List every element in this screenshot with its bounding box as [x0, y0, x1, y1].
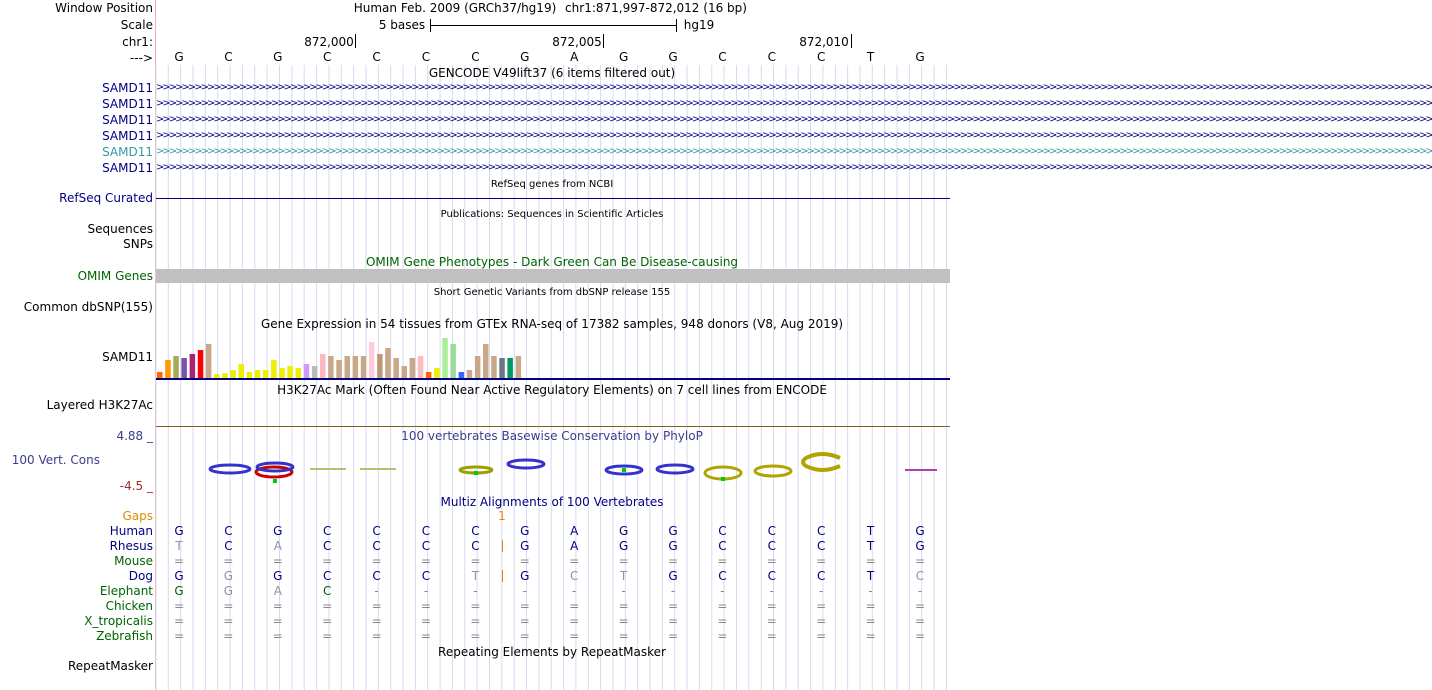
multiz-base: G: [668, 539, 678, 553]
multiz-base: C: [421, 569, 431, 583]
multiz-base: T: [619, 569, 628, 583]
multiz-base: =: [914, 599, 926, 613]
h3k27ac-track-label[interactable]: Layered H3K27Ac: [46, 398, 153, 412]
multiz-base: G: [668, 569, 678, 583]
multiz-base: G: [618, 524, 629, 538]
multiz-base: =: [865, 614, 876, 628]
multiz-base: =: [865, 599, 876, 613]
gencode-track-title: GENCODE V49lift37 (6 items filtered out): [428, 66, 676, 80]
multiz-base: C: [767, 569, 776, 583]
multiz-base: =: [371, 614, 382, 628]
multiz-base: -: [621, 584, 626, 598]
phylop-logo-glyph: [273, 479, 277, 483]
multiz-base: -: [423, 584, 429, 598]
multiz-base: T: [866, 569, 875, 583]
multiz-base: G: [174, 524, 184, 538]
multiz-base: =: [569, 554, 580, 568]
multiz-base: =: [272, 599, 283, 613]
repeatmasker-track-title: Repeating Elements by RepeatMasker: [438, 645, 666, 659]
window-position-label: Window Position: [55, 1, 153, 15]
multiz-species-label[interactable]: Zebrafish: [96, 629, 153, 643]
gencode-transcript[interactable]: >>>>>>>>>>>>>>>>>>>>>>>>>>>>>>>>>>>>>>>>>>>>>>>>>>>>>>>>>>>>>>>>>>>>>>>>>>>>>>>>>>>>>>>>>>>>>>>>>>>>>>>>>>>>>>>>>>>>>>>>>>>>>>>>>>>>>>>>>>>>>>>>>>>>>>>>>>>>>>>>>>>>>>>>>>>>>>>>>>>>>>>>>>>>>>>>>>>>>>>>: [156, 98, 1432, 109]
multiz-base: =: [667, 629, 679, 643]
multiz-base: =: [717, 554, 728, 568]
multiz-base: =: [569, 599, 580, 613]
multiz-base: A: [570, 539, 579, 553]
phylop-logo-glyph: [755, 466, 791, 476]
multiz-base: =: [223, 614, 234, 628]
multiz-base: C: [816, 524, 826, 538]
strand-arrow-label: --->: [129, 51, 153, 65]
reference-base: C: [322, 50, 332, 64]
multiz-base: =: [173, 629, 185, 643]
multiz-base: =: [420, 629, 432, 643]
multiz-base: =: [618, 614, 629, 628]
gencode-item-label[interactable]: SAMD11: [102, 129, 153, 143]
multiz-base: =: [667, 599, 679, 613]
gencode-transcript[interactable]: >>>>>>>>>>>>>>>>>>>>>>>>>>>>>>>>>>>>>>>>>>>>>>>>>>>>>>>>>>>>>>>>>>>>>>>>>>>>>>>>>>>>>>>>>>>>>>>>>>>>>>>>>>>>>>>>>>>>>>>>>>>>>>>>>>>>>>>>>>>>>>>>>>>>>>>>>>>>>>>>>>>>>>>>>>>>>>>>>>>>>>>>>>>>>>>>>>>>>>>>: [156, 82, 1432, 93]
multiz-base: G: [273, 524, 283, 538]
multiz-base: =: [420, 599, 432, 613]
multiz-base: C: [322, 569, 332, 583]
multiz-base: =: [618, 554, 629, 568]
multiz-base: A: [273, 539, 282, 553]
reference-base: G: [273, 50, 283, 64]
multiz-base: C: [915, 569, 925, 583]
multiz-base: =: [816, 629, 827, 643]
insertion-marker: [502, 540, 503, 552]
gencode-transcript[interactable]: >>>>>>>>>>>>>>>>>>>>>>>>>>>>>>>>>>>>>>>>>>>>>>>>>>>>>>>>>>>>>>>>>>>>>>>>>>>>>>>>>>>>>>>>>>>>>>>>>>>>>>>>>>>>>>>>>>>>>>>>>>>>>>>>>>>>>>>>>>>>>>>>>>>>>>>>>>>>>>>>>>>>>>>>>>>>>>>>>>>>>>>>>>>>>>>>>>>>>>>>: [156, 162, 1432, 173]
multiz-base: =: [371, 554, 382, 568]
multiz-base: =: [914, 629, 926, 643]
reference-base: C: [372, 50, 381, 64]
scale-text: 5 bases: [378, 18, 426, 32]
multiz-base: =: [766, 629, 777, 643]
multiz-base: C: [322, 584, 332, 598]
tick-label: 872,010: [799, 35, 849, 49]
multiz-base: C: [421, 524, 431, 538]
gencode-transcript[interactable]: >>>>>>>>>>>>>>>>>>>>>>>>>>>>>>>>>>>>>>>>>>>>>>>>>>>>>>>>>>>>>>>>>>>>>>>>>>>>>>>>>>>>>>>>>>>>>>>>>>>>>>>>>>>>>>>>>>>>>>>>>>>>>>>>>>>>>>>>>>>>>>>>>>>>>>>>>>>>>>>>>>>>>>>>>>>>>>>>>>>>>>>>>>>>>>>>>>>>>>>>: [156, 146, 1432, 157]
reference-base: A: [570, 50, 579, 64]
phylop-track-label[interactable]: 100 Vert. Cons: [11, 453, 100, 467]
multiz-base: A: [570, 524, 579, 538]
gencode-item-label[interactable]: SAMD11: [102, 97, 153, 111]
multiz-base: -: [522, 584, 527, 598]
multiz-base: C: [816, 569, 826, 583]
reference-base: C: [816, 50, 826, 64]
multiz-base: -: [670, 584, 676, 598]
multiz-base: C: [816, 539, 826, 553]
h3k27ac-track-title: H3K27Ac Mark (Often Found Near Active Regulatory Elements) on 7 cell lines from ENCODE: [277, 383, 827, 397]
multiz-base: -: [473, 584, 478, 598]
multiz-base: =: [371, 629, 382, 643]
scale-db: hg19: [683, 18, 715, 32]
multiz-base: =: [420, 554, 432, 568]
publications-track-title: Publications: Sequences in Scientific Articles: [440, 209, 664, 220]
multiz-base: =: [420, 614, 432, 628]
reference-base: C: [224, 50, 233, 64]
multiz-base: =: [272, 629, 283, 643]
multiz-base: -: [868, 584, 873, 598]
multiz-species-label[interactable]: Dog: [128, 569, 153, 583]
multiz-base: C: [224, 524, 233, 538]
gencode-item-label[interactable]: SAMD11: [102, 113, 153, 127]
multiz-base: =: [519, 599, 530, 613]
multiz-base: G: [915, 539, 925, 553]
phylop-logo-glyph: [474, 471, 478, 475]
omim-track-title: OMIM Gene Phenotypes - Dark Green Can Be Disease-causing: [365, 255, 739, 269]
phylop-ymax: 4.88 _: [116, 429, 153, 443]
multiz-base: C: [569, 569, 579, 583]
multiz-base: =: [173, 599, 185, 613]
chrom-label: chr1:: [122, 35, 153, 49]
multiz-base: G: [223, 569, 234, 583]
reference-base: C: [767, 50, 776, 64]
reference-base: G: [174, 50, 184, 64]
multiz-base: G: [520, 524, 530, 538]
multiz-base: C: [372, 539, 381, 553]
multiz-base: A: [273, 584, 282, 598]
multiz-base: =: [173, 554, 185, 568]
multiz-base: G: [915, 524, 925, 538]
multiz-base: T: [175, 539, 183, 553]
multiz-species-label[interactable]: X_tropicalis: [84, 614, 153, 628]
multiz-base: =: [717, 614, 728, 628]
phylop-logo-glyph: [803, 454, 840, 470]
multiz-base: C: [224, 539, 233, 553]
phylop-logo-glyph: [508, 460, 544, 468]
multiz-base: T: [866, 524, 875, 538]
reference-base: G: [520, 50, 530, 64]
omim-track-label[interactable]: OMIM Genes: [77, 269, 153, 283]
multiz-base: -: [819, 584, 824, 598]
gencode-item-label[interactable]: SAMD11: [102, 81, 153, 95]
multiz-species-label[interactable]: Rhesus: [109, 539, 153, 553]
multiz-base: =: [470, 554, 481, 568]
gap-mark: 1: [498, 509, 506, 523]
multiz-base: =: [717, 599, 728, 613]
multiz-base: T: [866, 539, 875, 553]
multiz-base: C: [718, 569, 727, 583]
multiz-base: =: [272, 554, 283, 568]
multiz-base: -: [720, 584, 725, 598]
multiz-base: =: [766, 614, 777, 628]
repeatmasker-track-label[interactable]: RepeatMasker: [67, 659, 153, 673]
multiz-base: C: [718, 539, 727, 553]
multiz-base: =: [223, 554, 234, 568]
multiz-base: =: [173, 614, 185, 628]
multiz-base: C: [767, 539, 776, 553]
phylop-logo-glyph: [622, 468, 626, 472]
multiz-base: G: [223, 584, 234, 598]
phylop-ymin: -4.5 _: [119, 479, 153, 493]
phylop-logo-glyph: [721, 477, 725, 481]
multiz-base: -: [917, 584, 923, 598]
multiz-base: C: [471, 524, 480, 538]
reference-base: C: [421, 50, 431, 64]
multiz-species-label[interactable]: Chicken: [105, 599, 153, 613]
multiz-base: =: [519, 614, 530, 628]
multiz-base: =: [470, 629, 481, 643]
phylop-track-title: 100 vertebrates Basewise Conservation by PhyloP: [401, 429, 703, 443]
multiz-base: C: [372, 569, 381, 583]
multiz-base: =: [569, 629, 580, 643]
reference-base: C: [718, 50, 727, 64]
multiz-base: G: [520, 539, 530, 553]
gencode-item-label[interactable]: SAMD11: [102, 145, 153, 159]
insertion-marker: [502, 570, 503, 582]
sequences-label[interactable]: Sequences: [87, 222, 153, 236]
tick-label: 872,005: [552, 35, 602, 49]
multiz-base: =: [223, 599, 234, 613]
multiz-track-title: Multiz Alignments of 100 Vertebrates: [440, 495, 664, 509]
refseq-track-label[interactable]: RefSeq Curated: [59, 191, 153, 205]
gencode-item-label[interactable]: SAMD11: [102, 161, 153, 175]
multiz-base: =: [223, 629, 234, 643]
reference-base: C: [471, 50, 480, 64]
position-text: chr1:871,997-872,012 (16 bp): [565, 1, 747, 15]
multiz-base: =: [618, 599, 629, 613]
multiz-base: =: [470, 614, 481, 628]
multiz-base: =: [816, 599, 827, 613]
multiz-base: =: [569, 614, 580, 628]
multiz-base: C: [322, 524, 332, 538]
multiz-base: =: [371, 599, 382, 613]
multiz-base: -: [374, 584, 379, 598]
dbsnp-track-label[interactable]: Common dbSNP(155): [23, 300, 153, 314]
multiz-base: =: [816, 614, 827, 628]
multiz-base: C: [718, 524, 727, 538]
multiz-base: G: [618, 539, 629, 553]
multiz-base: =: [470, 599, 481, 613]
multiz-base: -: [572, 584, 577, 598]
multiz-base: =: [717, 629, 728, 643]
gtex-track-title: Gene Expression in 54 tissues from GTEx RNA-seq of 17382 samples, 948 donors (V8, Aug 2019): [260, 317, 844, 331]
multiz-base: =: [816, 554, 827, 568]
multiz-base: =: [272, 614, 283, 628]
multiz-base: =: [618, 629, 629, 643]
multiz-base: C: [322, 539, 332, 553]
multiz-base: G: [174, 584, 184, 598]
dbsnp-track-title: Short Genetic Variants from dbSNP release 155: [433, 287, 671, 298]
phylop-logo-glyph: [210, 465, 250, 473]
multiz-base: =: [667, 614, 679, 628]
multiz-base: C: [421, 539, 431, 553]
multiz-base: G: [520, 569, 530, 583]
assembly-text: Human Feb. 2009 (GRCh37/hg19): [353, 1, 557, 15]
multiz-base: =: [865, 629, 876, 643]
snps-label[interactable]: SNPs: [123, 237, 153, 251]
multiz-base: G: [174, 569, 184, 583]
multiz-base: =: [322, 614, 333, 628]
multiz-base: =: [766, 599, 777, 613]
multiz-base: -: [769, 584, 774, 598]
gaps-label[interactable]: Gaps: [122, 509, 153, 523]
multiz-base: G: [668, 524, 678, 538]
refseq-track-title: RefSeq genes from NCBI: [490, 179, 614, 190]
multiz-base: G: [273, 569, 283, 583]
multiz-base: =: [914, 554, 926, 568]
gencode-transcript[interactable]: >>>>>>>>>>>>>>>>>>>>>>>>>>>>>>>>>>>>>>>>>>>>>>>>>>>>>>>>>>>>>>>>>>>>>>>>>>>>>>>>>>>>>>>>>>>>>>>>>>>>>>>>>>>>>>>>>>>>>>>>>>>>>>>>>>>>>>>>>>>>>>>>>>>>>>>>>>>>>>>>>>>>>>>>>>>>>>>>>>>>>>>>>>>>>>>>>>>>>>>>: [156, 114, 1432, 125]
multiz-base: =: [865, 554, 876, 568]
reference-base: T: [866, 50, 875, 64]
multiz-base: =: [519, 554, 530, 568]
multiz-base: C: [471, 539, 480, 553]
multiz-base: =: [766, 554, 777, 568]
multiz-base: =: [914, 614, 926, 628]
multiz-base: =: [322, 629, 333, 643]
phylop-logo-glyph: [657, 465, 693, 473]
multiz-base: =: [322, 599, 333, 613]
multiz-species-label[interactable]: Human: [109, 524, 153, 538]
reference-base: G: [668, 50, 678, 64]
tick-label: 872,000: [304, 35, 354, 49]
multiz-base: =: [322, 554, 333, 568]
reference-base: G: [618, 50, 629, 64]
reference-base: G: [915, 50, 925, 64]
multiz-base: =: [667, 554, 679, 568]
multiz-base: C: [372, 524, 381, 538]
scale-label: Scale: [120, 18, 153, 32]
gtex-track-label[interactable]: SAMD11: [102, 350, 153, 364]
gencode-transcript[interactable]: >>>>>>>>>>>>>>>>>>>>>>>>>>>>>>>>>>>>>>>>>>>>>>>>>>>>>>>>>>>>>>>>>>>>>>>>>>>>>>>>>>>>>>>>>>>>>>>>>>>>>>>>>>>>>>>>>>>>>>>>>>>>>>>>>>>>>>>>>>>>>>>>>>>>>>>>>>>>>>>>>>>>>>>>>>>>>>>>>>>>>>>>>>>>>>>>>>>>>>>>: [156, 130, 1432, 141]
multiz-base: =: [519, 629, 530, 643]
multiz-base: T: [471, 569, 480, 583]
multiz-base: C: [767, 524, 776, 538]
multiz-species-label[interactable]: Mouse: [114, 554, 153, 568]
multiz-species-label[interactable]: Elephant: [99, 584, 153, 598]
